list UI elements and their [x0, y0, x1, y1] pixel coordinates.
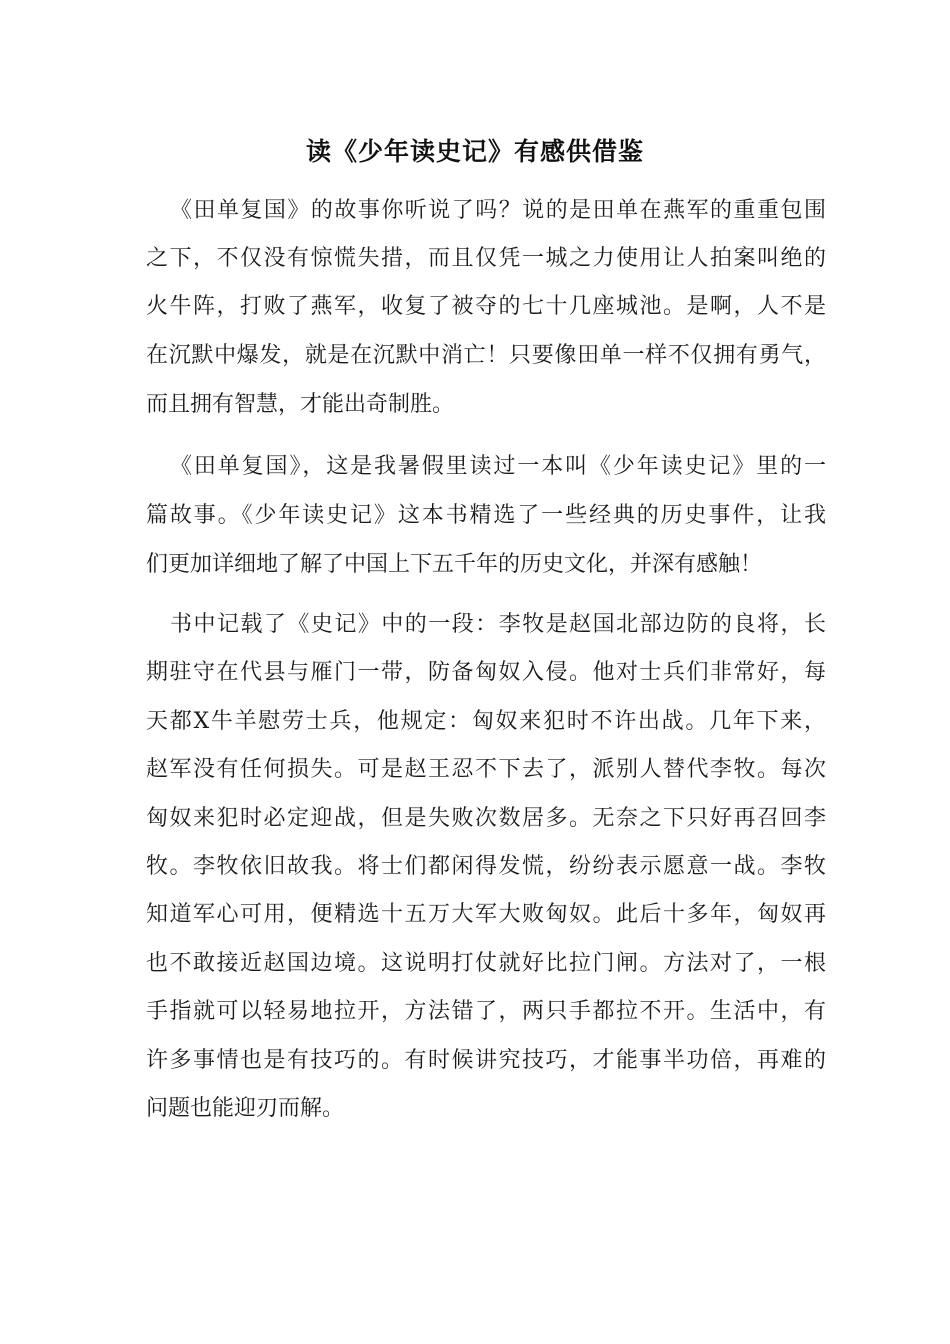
- paragraph-3-line-2: 期驻守在代县与雁门一带，防备匈奴入侵。他对士兵们非常好，每: [146, 660, 826, 685]
- paragraph-3-line-3: 天都X牛羊慰劳士兵，他规定：匈奴来犯时不许出战。几年下来，: [146, 709, 826, 734]
- document-title: 读《少年读史记》有感供借鉴: [305, 137, 644, 166]
- paragraph-3-line-9: 手指就可以轻易地拉开，方法错了，两只手都拉不开。生活中，有: [146, 999, 826, 1024]
- paragraph-3-line-8: 也不敢接近赵国边境。这说明打仗就好比拉门闸。方法对了，一根: [146, 951, 826, 976]
- paragraph-2-line-2: 篇故事。《少年读史记》这本书精选了一些经典的历史事件，让我: [146, 503, 826, 528]
- paragraph-2-line-3: 们更加详细地了解了中国上下五千年的历史文化，并深有感触！: [146, 552, 763, 577]
- paragraph-3-line-1: 书中记载了《史记》中的一段：李牧是赵国北部边防的良将，长: [170, 612, 826, 637]
- paragraph-3-line-6: 牧。李牧依旧故我。将士们都闲得发慌，纷纷表示愿意一战。李牧: [146, 854, 826, 879]
- paragraph-2-line-1: 《田单复国》，这是我暑假里读过一本叫《少年读史记》里的一: [170, 454, 826, 479]
- paragraph-3-line-7: 知道军心可用，便精选十五万大军大败匈奴。此后十多年，匈奴再: [146, 902, 826, 927]
- paragraph-1-line-1: 《田单复国》的故事你听说了吗？说的是田单在燕军的重重包围: [170, 198, 826, 223]
- paragraph-1-line-4: 在沉默中爆发，就是在沉默中消亡！只要像田单一样不仅拥有勇气，: [146, 343, 826, 368]
- paragraph-3-line-5: 匈奴来犯时必定迎战，但是失败次数居多。无奈之下只好再召回李: [146, 806, 826, 831]
- paragraph-3-line-10: 许多事情也是有技巧的。有时候讲究技巧，才能事半功倍，再难的: [146, 1048, 826, 1073]
- paragraph-1-line-3: 火牛阵，打败了燕军，收复了被夺的七十几座城池。是啊，人不是: [146, 294, 826, 319]
- paragraph-3-line-11: 问题也能迎刃而解。: [146, 1096, 345, 1121]
- paragraph-1-line-5: 而且拥有智慧，才能出奇制胜。: [146, 392, 455, 417]
- paragraph-3-line-4: 赵军没有任何损失。可是赵王忍不下去了，派别人替代李牧。每次: [146, 757, 826, 782]
- paragraph-1-line-2: 之下，不仅没有惊慌失措，而且仅凭一城之力使用让人拍案叫绝的: [146, 246, 826, 271]
